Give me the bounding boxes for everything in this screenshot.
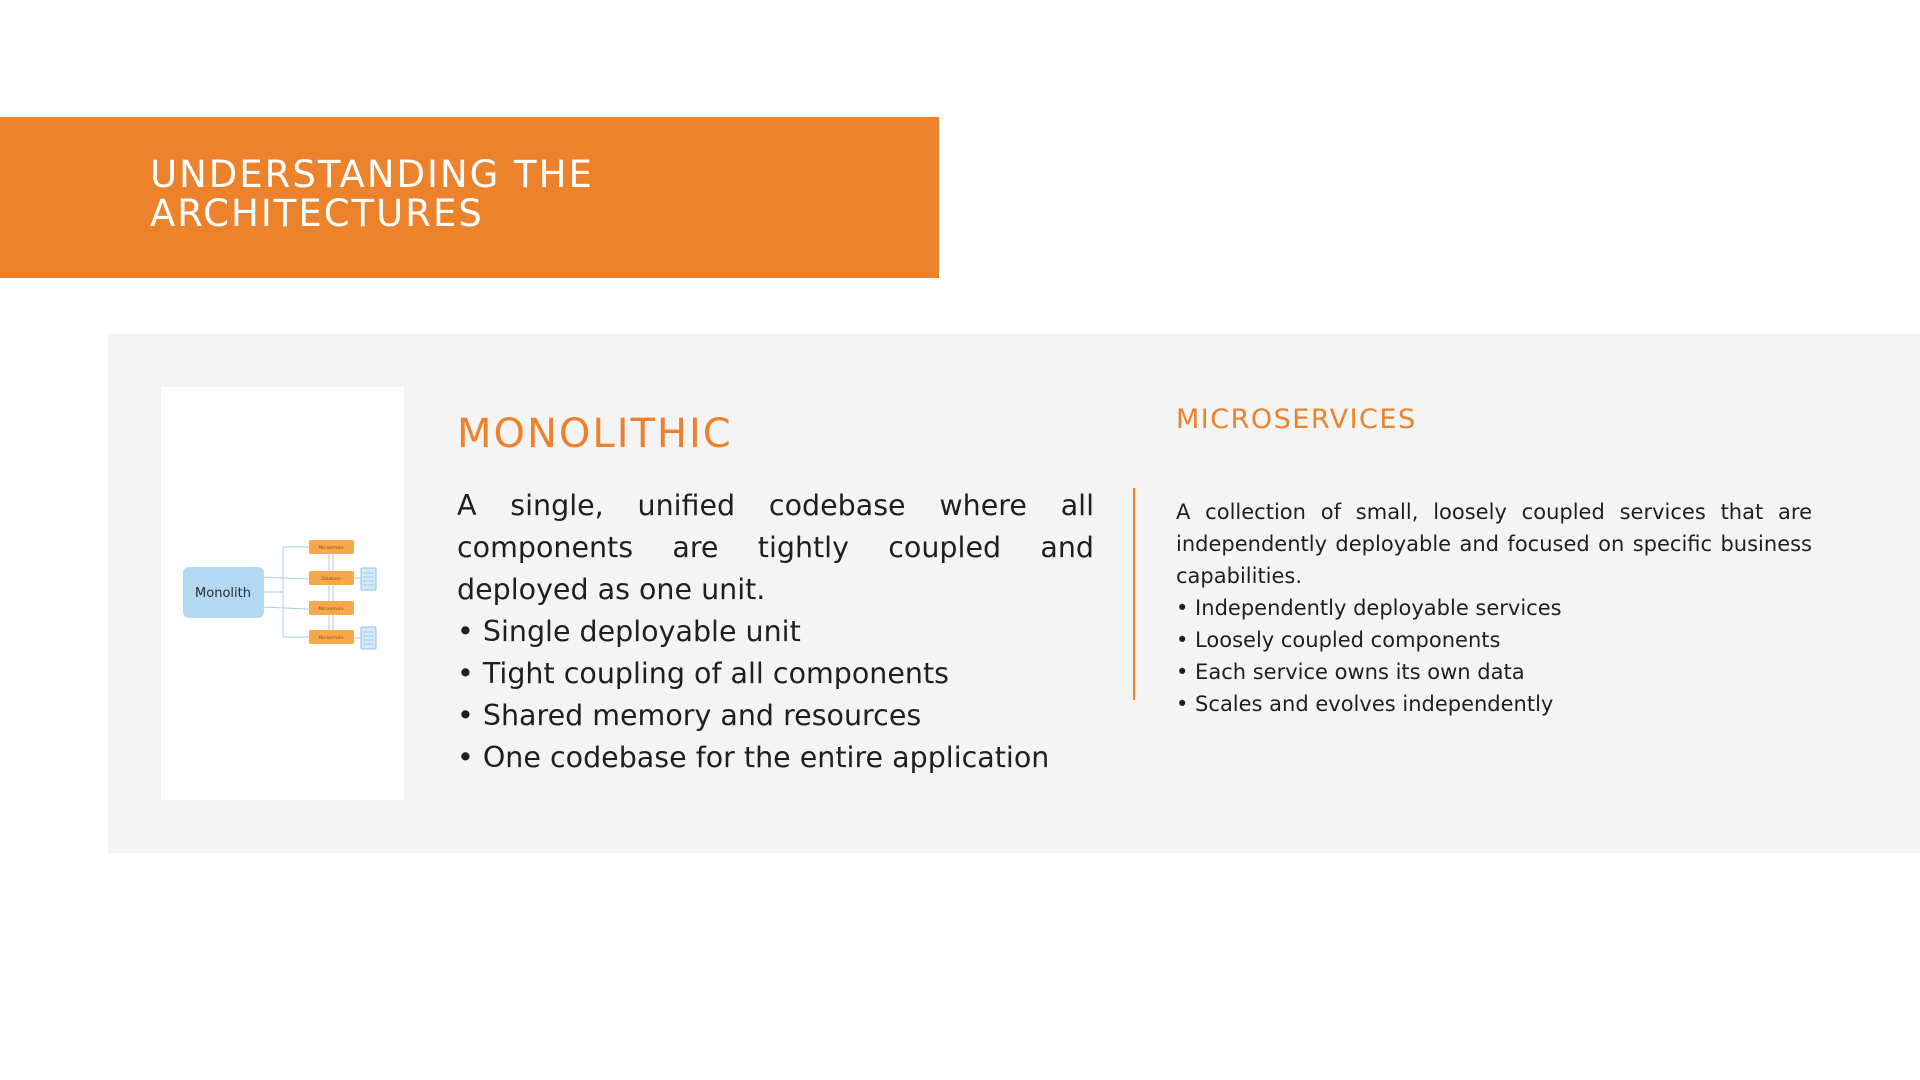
monolithic-body — [457, 485, 1094, 779]
microservices-heading: MICROSERVICES — [1176, 404, 1417, 435]
monolithic-bullet-list — [457, 611, 1094, 779]
list-item: • Tight coupling of all components — [457, 657, 949, 690]
component-label: Microservice — [318, 606, 344, 611]
microservices-description: A collection of small, loosely coupled services that are independently deployable and focused on specific business capabilities. — [1176, 500, 1812, 588]
list-item: • Each service owns its own data — [1176, 660, 1525, 684]
list-item: • Shared memory and resources — [457, 699, 922, 732]
slide-title: UNDERSTANDING THE ARCHITECTURES — [150, 153, 594, 235]
microservices-body — [1176, 496, 1812, 720]
monolithic-heading: MONOLITHIC — [457, 411, 733, 457]
component-label: Microservice — [318, 545, 344, 550]
monolithic-description: A single, unified codebase where all components are tightly coupled and deployed as one unit. — [457, 489, 1094, 606]
list-item: • Independently deployable services — [1176, 596, 1562, 620]
component-label: Microservice — [318, 635, 344, 640]
component-label: Database — [321, 576, 341, 581]
database-icon — [361, 627, 376, 649]
section-divider — [1133, 488, 1135, 700]
list-item: • One codebase for the entire application — [457, 741, 1050, 774]
database-icon — [361, 568, 376, 590]
list-item: • Single deployable unit — [457, 615, 801, 648]
list-item: • Scales and evolves independently — [1176, 692, 1554, 716]
list-item: • Loosely coupled components — [1176, 628, 1501, 652]
title-banner — [0, 117, 939, 278]
monolith-label: Monolith — [195, 586, 251, 601]
microservices-bullet-list — [1176, 592, 1812, 720]
monolith-diagram — [161, 387, 404, 800]
monolith-diagram-graphic — [161, 387, 404, 800]
